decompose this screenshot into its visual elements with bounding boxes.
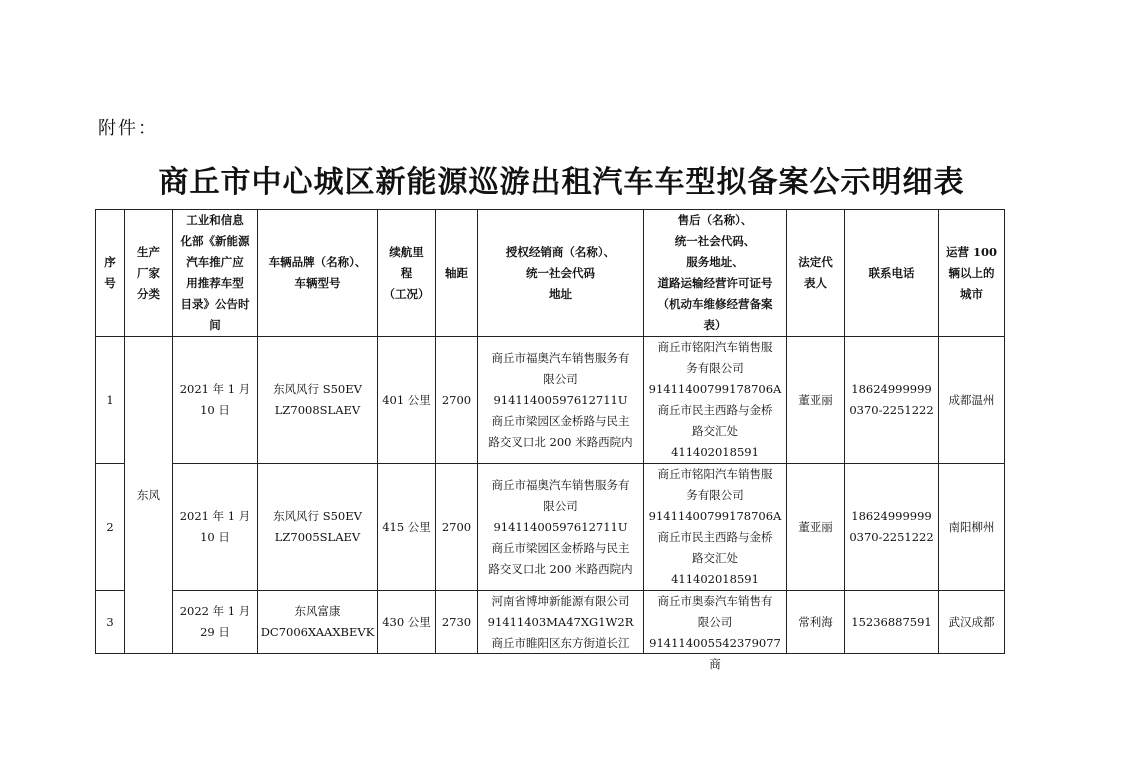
wheelbase-value: 2700 bbox=[436, 464, 478, 591]
dealer-info: 商丘市福奥汽车销售服务有 限公司 91411400597612711U 商丘市梁园区金桥路与民主 路交叉口北 200 米路西院内 bbox=[478, 464, 644, 591]
dealer-info: 河南省博坤新能源有限公司 91411403MA47XG1W2R 商丘市睢阳区东方街道长江 bbox=[478, 591, 644, 654]
wheelbase-value: 2730 bbox=[436, 591, 478, 654]
vehicle-filing-table bbox=[95, 209, 1005, 671]
operating-cities: 成都温州 bbox=[939, 337, 1005, 464]
aftersales-info: 商丘市铭阳汽车销售服 务有限公司 91411400799178706A 商丘市民主西路与金桥 路交汇处 411402018591 bbox=[644, 337, 787, 464]
table-row bbox=[96, 337, 1005, 464]
range-value: 415 公里 bbox=[378, 464, 436, 591]
header-wheelbase: 轴距 bbox=[436, 210, 478, 337]
announcement-date: 2021 年 1 月 10 日 bbox=[173, 337, 258, 464]
header-legal-rep: 法定代 表人 bbox=[787, 210, 845, 337]
row-index: 1 bbox=[96, 337, 125, 464]
legal-rep: 董亚丽 bbox=[787, 337, 845, 464]
operating-cities: 武汉成都 bbox=[939, 591, 1005, 654]
aftersales-info: 商丘市奥泰汽车销售有 限公司 914114005542379077 商 bbox=[644, 591, 787, 654]
header-announcement-date: 工业和信息 化部《新能源 汽车推广应 用推荐车型 目录》公告时 间 bbox=[173, 210, 258, 337]
header-index: 序 号 bbox=[96, 210, 125, 337]
attachment-label: 附件： bbox=[98, 118, 158, 139]
announcement-date: 2022 年 1 月 29 日 bbox=[173, 591, 258, 654]
legal-rep: 董亚丽 bbox=[787, 464, 845, 591]
announcement-date: 2021 年 1 月 10 日 bbox=[173, 464, 258, 591]
document-title: 商丘市中心城区新能源巡游出租汽车车型拟备案公示明细表 bbox=[158, 165, 965, 200]
aftersales-info: 商丘市铭阳汽车销售服 务有限公司 91411400799178706A 商丘市民主西路与金桥 路交汇处 411402018591 bbox=[644, 464, 787, 591]
row-index: 2 bbox=[96, 464, 125, 591]
header-row bbox=[96, 210, 1005, 337]
vehicle-model: 东风富康 DC7006XAAXBEVK bbox=[258, 591, 378, 654]
table-row bbox=[96, 464, 1005, 591]
header-dealer: 授权经销商（名称）、 统一社会代码 地址 bbox=[478, 210, 644, 337]
wheelbase-value: 2700 bbox=[436, 337, 478, 464]
manufacturer-group: 东风 bbox=[125, 337, 173, 654]
row-index: 3 bbox=[96, 591, 125, 654]
contact-phone: 18624999999 0370-2251222 bbox=[845, 337, 939, 464]
legal-rep: 常利海 bbox=[787, 591, 845, 654]
vehicle-model: 东风风行 S50EV LZ7005SLAEV bbox=[258, 464, 378, 591]
header-phone: 联系电话 bbox=[845, 210, 939, 337]
operating-cities: 南阳柳州 bbox=[939, 464, 1005, 591]
header-vehicle-model: 车辆品牌（名称）、 车辆型号 bbox=[258, 210, 378, 337]
dealer-info: 商丘市福奥汽车销售服务有 限公司 91411400597612711U 商丘市梁园区金桥路与民主 路交叉口北 200 米路西院内 bbox=[478, 337, 644, 464]
header-cities: 运营 100 辆以上的 城市 bbox=[939, 210, 1005, 337]
vehicle-model: 东风风行 S50EV LZ7008SLAEV bbox=[258, 337, 378, 464]
table-row bbox=[96, 591, 1005, 654]
header-range: 续航里 程 （工况） bbox=[378, 210, 436, 337]
header-manufacturer-category: 生产 厂家 分类 bbox=[125, 210, 173, 337]
range-value: 401 公里 bbox=[378, 337, 436, 464]
header-aftersales: 售后（名称）、 统一社会代码、 服务地址、 道路运输经营许可证号 （机动车维修经营备案 表） bbox=[644, 210, 787, 337]
contact-phone: 18624999999 0370-2251222 bbox=[845, 464, 939, 591]
contact-phone: 15236887591 bbox=[845, 591, 939, 654]
range-value: 430 公里 bbox=[378, 591, 436, 654]
